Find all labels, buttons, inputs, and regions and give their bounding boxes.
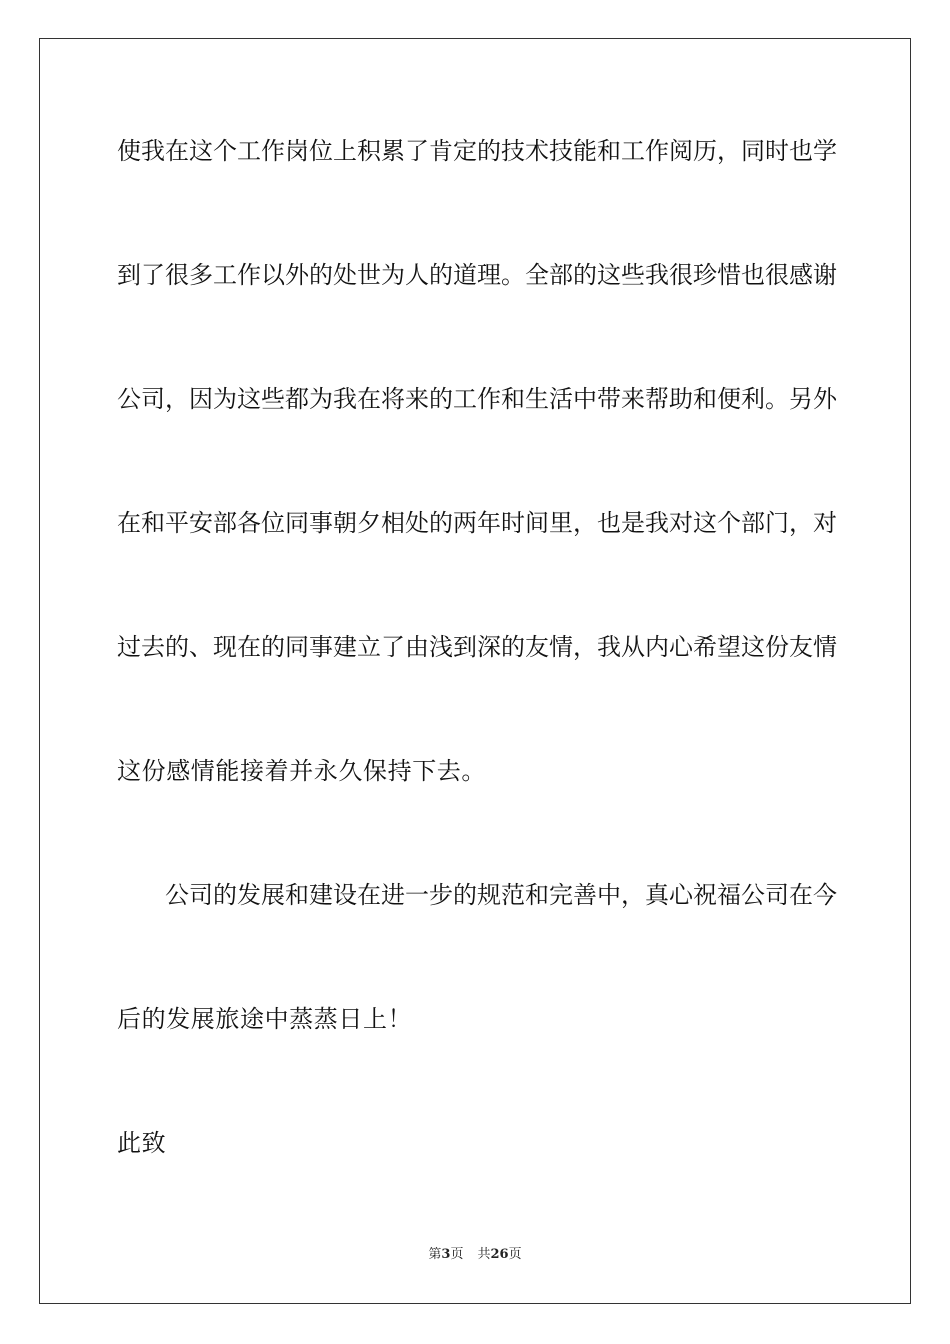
body-line-2: 到了很多工作以外的处世为人的道理。全部的这些我很珍惜也很感谢 xyxy=(117,261,837,289)
page-footer xyxy=(0,1246,950,1264)
body-line-1: 使我在这个工作岗位上积累了肯定的技术技能和工作阅历，同时也学 xyxy=(117,137,837,165)
body-line-5: 过去的、现在的同事建立了由浅到深的友情，我从内心希望这份友情 xyxy=(117,633,837,661)
page-prefix: 第 xyxy=(428,1247,442,1262)
total-suffix: 页 xyxy=(508,1247,522,1262)
page-suffix: 页 xyxy=(450,1247,464,1262)
total-pages: 26 xyxy=(490,1247,509,1262)
body-line-4: 在和平安部各位同事朝夕相处的两年时间里，也是我对这个部门，对 xyxy=(117,509,837,537)
closing-salutation: 此致 xyxy=(117,1129,167,1157)
total-prefix: 共 xyxy=(477,1247,491,1262)
body-line-6: 这份感情能接着并永久保持下去。 xyxy=(117,757,486,785)
page-border xyxy=(39,38,911,1304)
page-number: 3 xyxy=(441,1247,451,1262)
body-line-8: 后的发展旅途中蒸蒸日上！ xyxy=(117,1005,413,1033)
body-line-7: 公司的发展和建设在进一步的规范和完善中，真心祝福公司在今 xyxy=(165,881,837,909)
body-line-3: 公司，因为这些都为我在将来的工作和生活中带来帮助和便利。另外 xyxy=(117,385,837,413)
